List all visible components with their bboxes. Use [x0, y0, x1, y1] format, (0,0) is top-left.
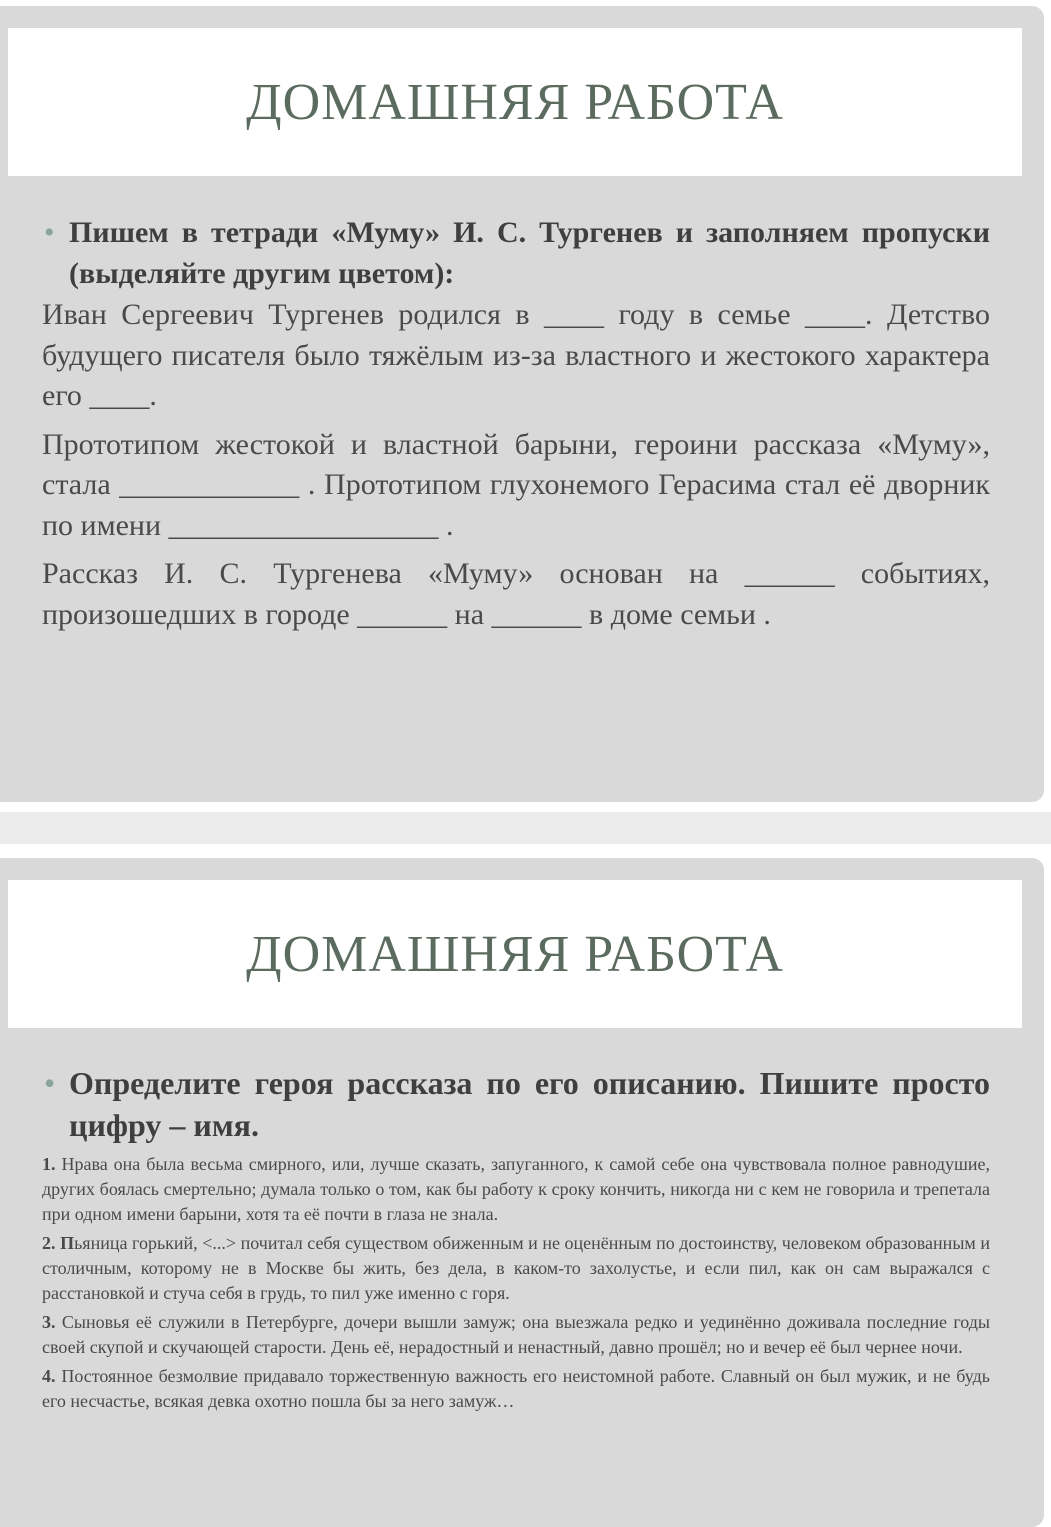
slide-1-paragraph: Рассказ И. С. Тургенева «Муму» основан на ______ событиях, произошедших в городе ______ на ______ в доме семьи . [42, 557, 990, 631]
slide-1-paragraph: Прототипом жестокой и властной барыни, героини рассказа «Муму», стала ____________ . Прототипом глухонемого Герасима стал её дворник по имени __________________ . [42, 427, 990, 542]
slide-1-bullet [42, 212, 990, 294]
slide-2-bullet [42, 1062, 990, 1146]
slide-1-content [42, 212, 990, 643]
slide-2-title: ДОМАШНЯЯ РАБОТА [246, 925, 784, 983]
item-text: Сыновья её служили в Петербурге, дочери вышли замуж; она выезжала редко и уединённо доживала последние годы своей скупой и скучающей старости. День её, нерадостный и ненастный, давно прошёл; но и вечер её был чернее ночи. [42, 1312, 990, 1357]
slide-1-paragraph: Иван Сергеевич Тургенев родился в ____ году в семье ____. Детство будущего писателя было тяжёлым из-за властного и жестокого характера его ____. [42, 298, 990, 412]
slide-1-bullet-text: Пишем в тетради «Муму» И. С. Тургенев и заполняем пропуски (выделяйте другим цветом): [69, 216, 990, 290]
description-item [42, 1310, 990, 1360]
slide-2-content [42, 1062, 990, 1418]
slide-1-title: ДОМАШНЯЯ РАБОТА [246, 73, 784, 131]
item-number: 4. [42, 1366, 56, 1386]
slide-2-title-box [8, 880, 1022, 1028]
slide-gap [0, 812, 1051, 844]
bullet-dot-icon: • [44, 1065, 56, 1101]
bullet-dot-icon: • [44, 216, 55, 249]
description-item [42, 1364, 990, 1414]
description-item [42, 1152, 990, 1227]
slide-2-bullet-text: Определите героя рассказа по его описанию. Пишите просто цифру – имя. [69, 1065, 990, 1143]
item-text: Постоянное безмолвие придавало торжественную важность его неистомной работе. Славный он был мужик, и не будь его несчастье, всякая девка охотно пошла бы за него замуж… [42, 1366, 990, 1411]
description-item [42, 1231, 990, 1306]
slide-1 [0, 6, 1044, 802]
item-text: Нрава она была весьма смирного, или, лучше сказать, запуганного, к самой себе она чувствовала полное равнодушие, других боялась смертельно; думала только о том, как бы работу к сроку кончить, никогда ни с кем не говорила и трепетала при одном имени барыни, хотя та её почти в глаза не знала. [42, 1154, 991, 1224]
item-text: ьяница горький, <...> почитал себя существом обиженным и не оценённым по достоинству, человеком образованным и столичным, которому не в Москве бы жить, без дела, в каком-то захолустье, и если пил, как он сам выражался с расстановкой и стуча себя в грудь, то пил уже именно с горя. [42, 1233, 990, 1303]
item-number: 2. П [42, 1233, 75, 1253]
slide-1-title-box [8, 28, 1022, 176]
slide-2 [0, 858, 1044, 1527]
item-number: 1. [42, 1154, 56, 1174]
item-number: 3. [42, 1312, 56, 1332]
